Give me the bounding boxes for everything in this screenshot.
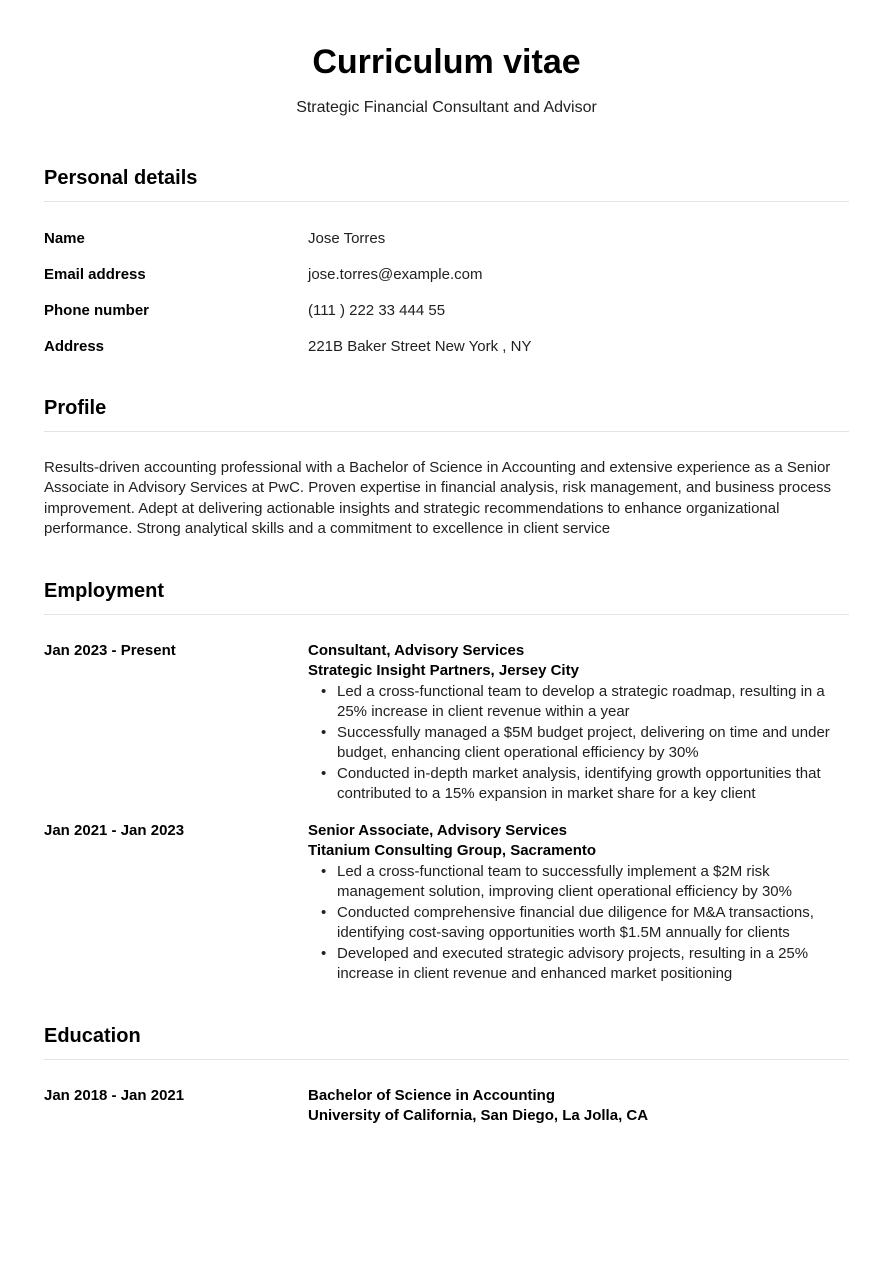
employment-entry-2-company: Titanium Consulting Group, Sacramento [308, 842, 597, 860]
employment-entry-1-details [308, 641, 849, 805]
detail-row-email [44, 264, 849, 285]
detail-value-phone: (111 ) 222 33 444 55 [308, 301, 446, 319]
cv-header [44, 42, 849, 117]
detail-label-phone: Phone number [44, 301, 150, 319]
profile-heading: Profile [44, 397, 849, 432]
bullet-item: • Led a cross-functional team to successfully implement a $2M risk management solution, improving client operational efficiency by 30% [308, 862, 849, 903]
bullet-item: • Conducted in-depth market analysis, identifying growth opportunities that contributed to a 15% expansion in market share for a key client [308, 764, 849, 805]
detail-label-name: Name [44, 229, 85, 247]
detail-value-address: 221B Baker Street New York , NY [308, 337, 532, 355]
employment-entry-2-role: Senior Associate, Advisory Services [308, 821, 568, 839]
bullet-item: • Led a cross-functional team to develop a strategic roadmap, resulting in a 25% increase in client revenue within a year [308, 682, 849, 723]
detail-row-address [44, 336, 849, 357]
section-employment [44, 580, 849, 985]
detail-value-email: jose.torres@example.com [308, 265, 483, 283]
detail-row-name [44, 228, 849, 249]
employment-entry-1-bullets [308, 682, 849, 805]
employment-heading: Employment [44, 580, 849, 615]
education-entry-1-dates: Jan 2018 - Jan 2021 [44, 1086, 185, 1104]
detail-label-email: Email address [44, 265, 146, 283]
education-entry-1-school: University of California, San Diego, La Jolla, CA [308, 1107, 649, 1125]
page-subtitle: Strategic Financial Consultant and Advisor [296, 98, 597, 116]
education-heading: Education [44, 1025, 849, 1060]
detail-row-phone [44, 300, 849, 321]
profile-text: Results-driven accounting professional with a Bachelor of Science in Accounting and extensive experience as a Senior Associate in Advisory Services at PwC. Proven expertise in financial analysis, risk management, and business process improvement. Adept at delivering actionable insights and strategic recommendations to enhance organizational performance. Strong analytical skills and a commitment to excellence in client service [44, 458, 832, 538]
personal-details-rows [44, 228, 849, 357]
bullet-item: • Developed and executed strategic advisory projects, resulting in a 25% increase in client revenue and enhanced market positioning [308, 944, 849, 985]
page-title: Curriculum vitae [312, 43, 581, 81]
section-profile [44, 397, 849, 540]
education-entry-1-degree: Bachelor of Science in Accounting [308, 1086, 555, 1104]
employment-entry-1-dates: Jan 2023 - Present [44, 641, 176, 659]
employment-entry-2-dates: Jan 2021 - Jan 2023 [44, 821, 185, 839]
employment-entry-1-company: Strategic Insight Partners, Jersey City [308, 662, 579, 680]
employment-entry-2 [44, 821, 849, 985]
employment-entry-2-details [308, 821, 849, 985]
employment-entry-1 [44, 641, 849, 805]
section-personal-details [44, 167, 849, 357]
detail-label-address: Address [44, 337, 105, 355]
bullet-item: • Conducted comprehensive financial due diligence for M&A transactions, identifying cost-saving opportunities worth $1.5M annually for clients [308, 903, 849, 944]
employment-entry-1-role: Consultant, Advisory Services [308, 641, 525, 659]
personal-details-heading: Personal details [44, 167, 849, 202]
section-education [44, 1025, 849, 1127]
detail-value-name: Jose Torres [308, 229, 386, 247]
bullet-item: • Successfully managed a $5M budget project, delivering on time and under budget, enhancing client operational efficiency by 30% [308, 723, 849, 764]
education-entry-1 [44, 1086, 849, 1127]
employment-entry-2-bullets [308, 862, 849, 985]
education-entry-1-details [308, 1086, 849, 1127]
